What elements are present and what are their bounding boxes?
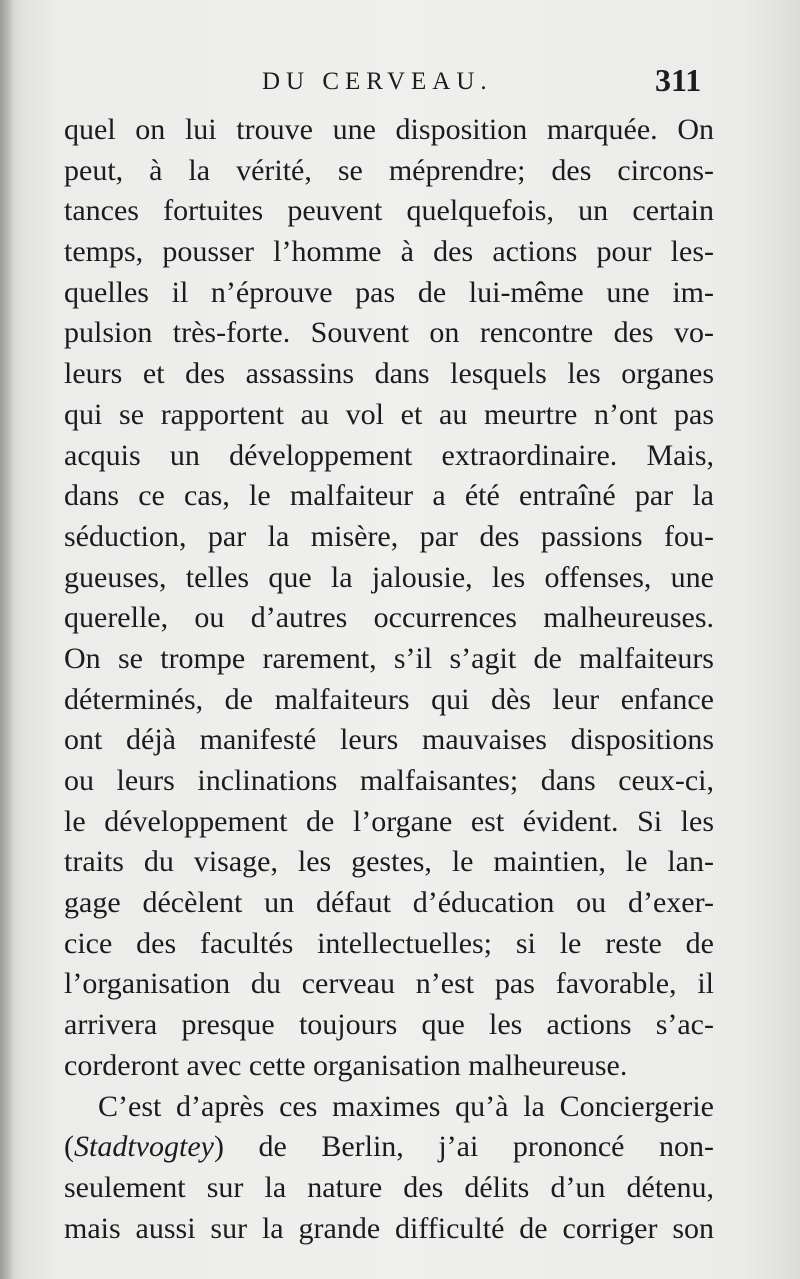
paragraph-1 xyxy=(64,110,714,1087)
text-line: arrivera presque toujours que les actions s’ac- xyxy=(64,1008,714,1042)
text-line: dans ce cas, le malfaiteur a été entraîné par la xyxy=(64,479,714,513)
text-line: quelles il n’éprouve pas de lui-même une im- xyxy=(64,275,714,309)
text-line: tances fortuites peuvent quelquefois, un certain xyxy=(64,194,714,228)
text-line: ou leurs inclinations malfaisantes; dans ceux-ci, xyxy=(64,764,714,797)
text-line: le développement de l’organe est évident. Si les xyxy=(64,804,714,838)
text-line: l’organisation du cerveau n’est pas favorable, il xyxy=(64,967,714,1001)
body-text xyxy=(64,110,714,1249)
text-line: temps, pousser l’homme à des actions pour les- xyxy=(64,235,714,269)
text-line: qui se rapportent au vol et au meurtre n’ont pas xyxy=(64,397,714,431)
page-number: 311 xyxy=(655,62,702,98)
text-line: pulsion très-forte. Souvent on rencontre des vo- xyxy=(64,316,714,350)
text-line: séduction, par la misère, par des passions fou- xyxy=(64,519,714,553)
text-line: déterminés, de malfaiteurs qui dès leur enfance xyxy=(64,682,714,716)
text-line: seulement sur la nature des délits d’un détenu, xyxy=(64,1170,714,1204)
text-line: traits du visage, les gestes, le maintien, le lan- xyxy=(64,845,714,879)
text-line: (Stadtvogtey) de Berlin, j’ai prononcé non- xyxy=(64,1130,714,1164)
text-line: acquis un développement extraordinaire. Mais, xyxy=(64,438,714,472)
text-line: gueuses, telles que la jalousie, les offenses, une xyxy=(64,560,714,594)
text-line: ont déjà manifesté leurs mauvaises dispositions xyxy=(64,723,714,757)
text-line: mais aussi sur la grande difficulté de corriger son xyxy=(64,1211,714,1245)
text-line: C’est d’après ces maximes qu’à la Conciergerie xyxy=(98,1089,714,1123)
text-line: querelle, ou d’autres occurrences malheureuses. xyxy=(64,601,714,635)
text-line: gage décèlent un défaut d’éducation ou d’exer- xyxy=(64,886,714,920)
text-line: peut, à la vérité, se méprendre; des circons- xyxy=(64,153,714,187)
running-head: DU CERVEAU. xyxy=(262,68,493,95)
page-header xyxy=(0,62,800,102)
italic-term: Stadtvogtey xyxy=(74,1130,214,1164)
text-line: corderont avec cette organisation malheureuse. xyxy=(64,1048,628,1082)
text-line: quel on lui trouve une disposition marquée. On xyxy=(64,113,714,146)
text-line: leurs et des assassins dans lesquels les organes xyxy=(64,357,714,391)
text-line: cice des facultés intellectuelles; si le reste de xyxy=(64,926,714,960)
paragraph-2 xyxy=(64,1087,714,1250)
text-line: On se trompe rarement, s’il s’agit de malfaiteurs xyxy=(64,641,714,675)
